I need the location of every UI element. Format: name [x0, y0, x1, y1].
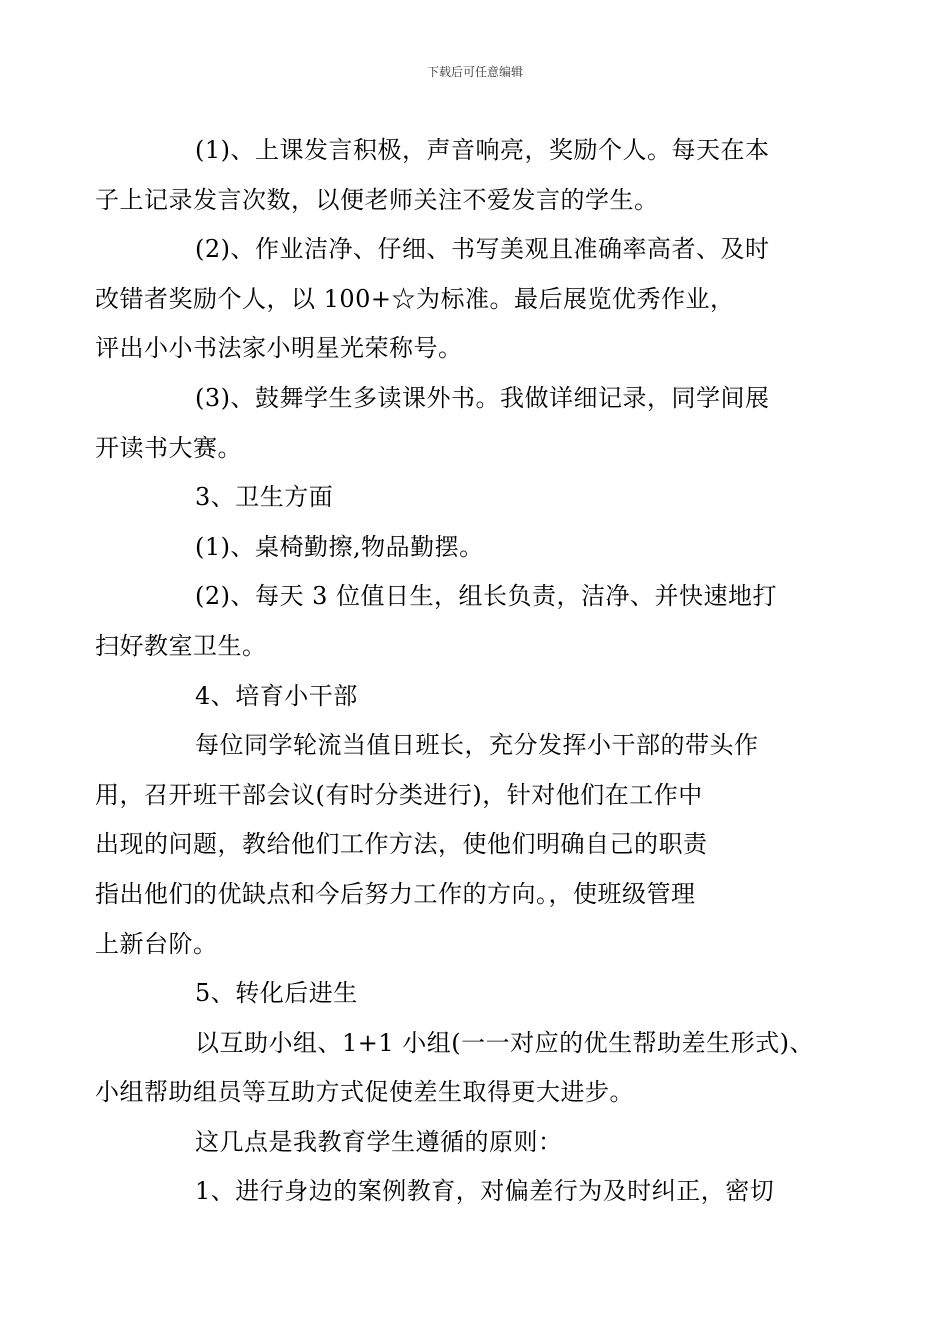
section-heading-hygiene — [145, 473, 815, 523]
paragraph-6 — [95, 572, 815, 671]
text-line: 开读书大赛。 — [95, 433, 242, 462]
text-line: 改错者奖励个人，以 100+☆为标准。最后展览优秀作业， — [95, 284, 735, 313]
text-line: 上新台阶。 — [95, 929, 218, 958]
section-heading-cadres — [145, 672, 815, 722]
paragraph-12 — [145, 1167, 815, 1217]
text-line: (2)、作业洁净、仔细、书写美观且准确率高者、及时 — [195, 235, 770, 264]
text-line: 这几点是我教育学生遵循的原则： — [195, 1127, 563, 1156]
paragraph-2 — [95, 225, 815, 374]
paragraph-1 — [95, 126, 815, 225]
text-line: 评出小小书法家小明星光荣称号。 — [95, 334, 463, 363]
section-heading-underachievers — [145, 969, 815, 1019]
text-line: (1)、桌椅勤擦,物品勤摆。 — [195, 532, 484, 561]
text-line: 指出他们的优缺点和今后努力工作的方向。，使班级管理 — [95, 879, 696, 908]
page-header: 下载后可任意编辑 — [426, 65, 523, 79]
text-line: 出现的问题，教给他们工作方法，使他们明确自己的职责 — [95, 830, 708, 859]
paragraph-11 — [145, 1118, 815, 1168]
text-line: 扫好教室卫生。 — [95, 631, 267, 660]
text-line: (3)、鼓舞学生多读课外书。我做详细记录，同学间展 — [195, 383, 770, 412]
text-line: 每位同学轮流当值日班长，充分发挥小干部的带头作 — [195, 731, 759, 760]
text-line: 3、卫生方面 — [195, 483, 334, 512]
paragraph-8 — [95, 721, 815, 969]
text-line: 1、进行身边的案例教育，对偏差行为及时纠正，密切 — [195, 1177, 775, 1206]
text-line: 4、培育小干部 — [195, 681, 358, 710]
paragraph-10 — [95, 1019, 815, 1118]
paragraph-5 — [145, 523, 815, 573]
text-line: (1)、上课发言积极，声音响亮，奖励个人。每天在本 — [195, 136, 770, 164]
paragraph-3 — [95, 374, 815, 473]
document-body — [95, 126, 815, 1217]
text-line: 小组帮助组员等互助方式促使差生取得更大进步。 — [95, 1078, 634, 1107]
text-line: 5、转化后进生 — [195, 979, 358, 1008]
text-line: 子上记录发言次数，以便老师关注不爱发言的学生。 — [95, 185, 659, 214]
text-line: 用，召开班干部会议(有时分类进行)，针对他们在工作中 — [95, 780, 703, 809]
text-line: 以互助小组、1+1 小组(一一对应的优生帮助差生形式)、 — [195, 1028, 815, 1057]
text-line: (2)、每天 3 位值日生，组长负责，洁净、并快速地打 — [195, 582, 778, 611]
